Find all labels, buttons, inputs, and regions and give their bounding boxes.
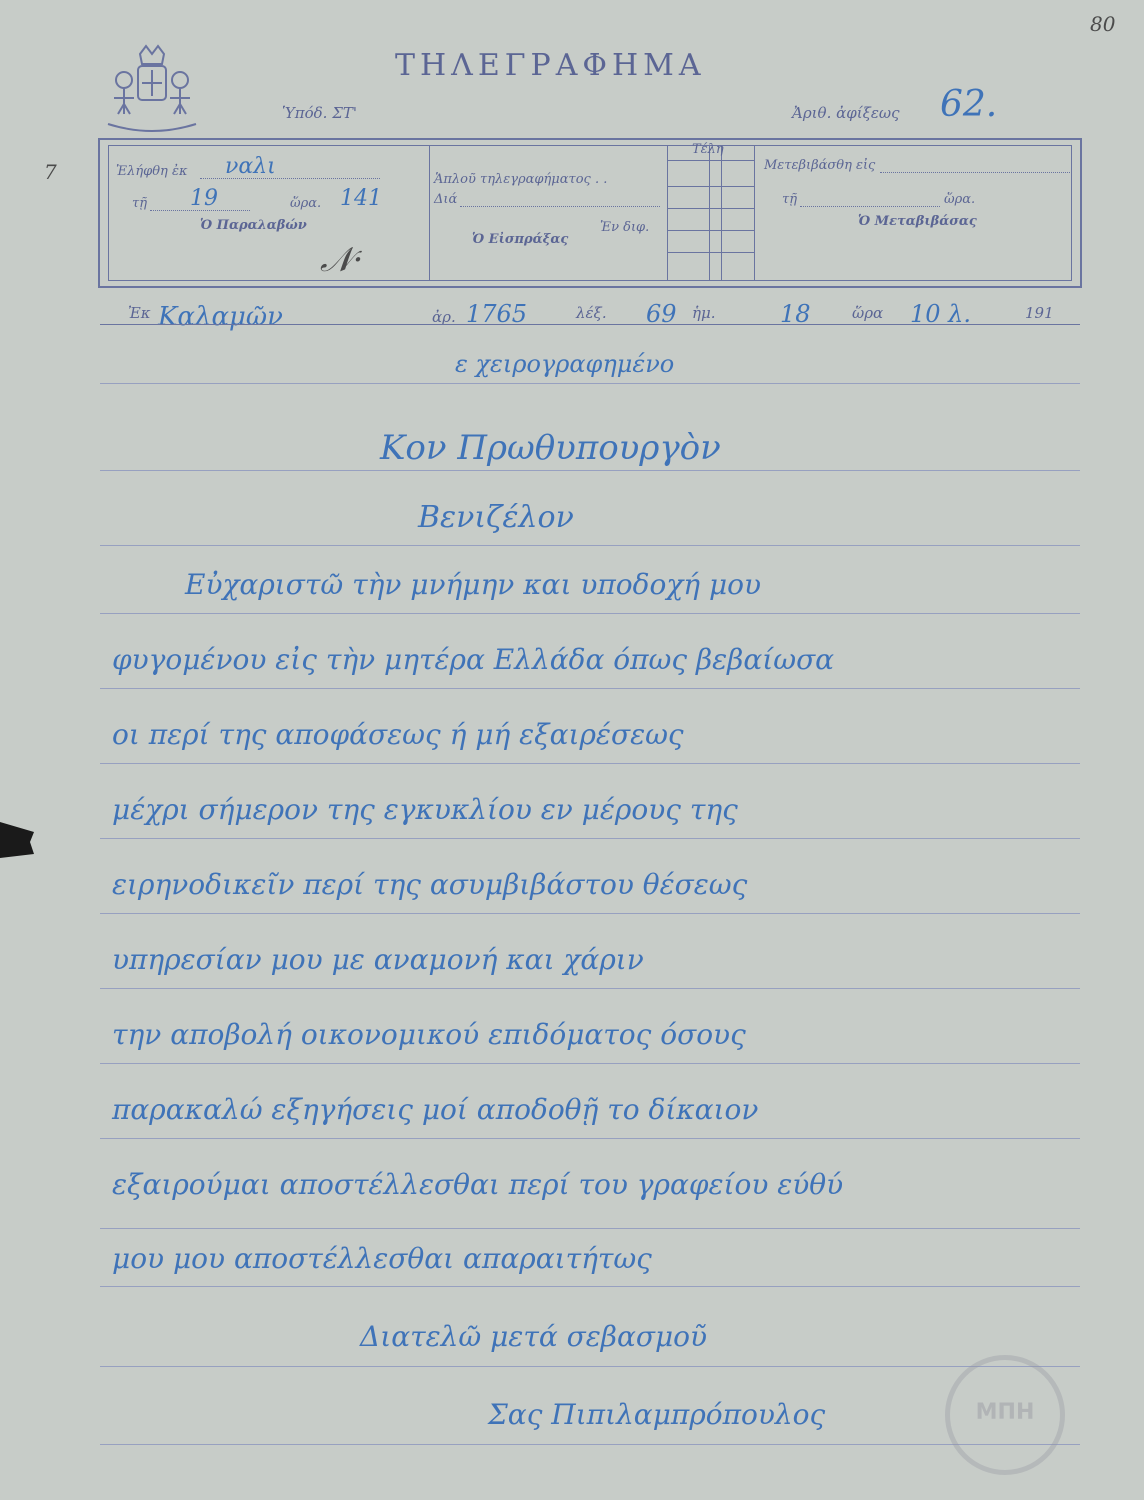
archive-stamp — [945, 1355, 1065, 1475]
origin-day-value: 18 — [780, 300, 811, 328]
handwritten-line-5: φυγομένου εἰς τὴν μητέρα Ελλάδα όπως βεβαίωσα — [112, 643, 835, 676]
binding-tab — [0, 820, 36, 860]
fees-label: Τέλη — [692, 142, 724, 157]
origin-day-label: ἡμ. — [692, 304, 716, 322]
handwritten-line-9: υπηρεσίαν μου με αναμονή και χάριν — [112, 943, 644, 976]
receiver-signature: 𝒩· — [320, 240, 364, 280]
subtitle-label: Ὑπόδ. ΣΤ' — [282, 104, 357, 122]
origin-year: 191 — [1025, 304, 1054, 322]
day-value: 19 — [190, 186, 218, 211]
day2-label: τῇ — [782, 192, 797, 207]
handwritten-line-6: οι περί της αποφάσεως ή μή εξαιρέσεως — [112, 718, 684, 751]
page-number: 80 — [1090, 12, 1116, 36]
handwritten-line-13: μου μου αποστέλλεσθαι απαραιτήτως — [112, 1242, 652, 1275]
arrival-number: 62. — [940, 84, 998, 125]
origin-words-label: λέξ. — [576, 304, 607, 322]
received-from-label: Ἐλήφθη ἐκ — [116, 164, 188, 179]
archive-stamp-text: ΜΠΗ — [975, 1400, 1035, 1425]
arrival-label: Ἀριθ. ἀφίξεως — [792, 104, 900, 122]
handwritten-line-4: Εὐχαριστῶ τὴν μνήμην και υποδοχή μου — [185, 568, 762, 601]
receiver-label: Ὁ Παραλαβών — [200, 218, 307, 233]
transmitted-to-label: Μετεβιβάσθη εἰς — [764, 158, 876, 173]
royal-crest-icon — [102, 40, 202, 136]
closing-line: Διατελῶ μετά σεβασμοῦ — [360, 1320, 708, 1353]
day-label: τῇ — [132, 196, 147, 211]
collector-label: Ὁ Εἰσπράξας — [472, 232, 569, 247]
hour2-label: ὥρα. — [944, 192, 976, 207]
margin-number: 7 — [44, 160, 57, 184]
origin-hour-value: 10 λ. — [910, 300, 972, 328]
transmitter-label: Ὁ Μεταβιβάσας — [858, 214, 977, 229]
handwritten-line-1: ε χειρογραφημένο — [455, 350, 675, 378]
origin-num-label: ἀρ. — [432, 308, 456, 326]
received-from-value: ναλι — [225, 154, 276, 179]
origin-from-label: Ἐκ — [128, 304, 151, 322]
origin-num-value: 1765 — [466, 300, 528, 328]
handwritten-line-12: εξαιρούμαι αποστέλλεσθαι περί του γραφείου εύθύ — [112, 1168, 844, 1201]
handwritten-line-11: παρακαλώ εξηγήσεις μοί αποδοθῇ το δίκαιον — [112, 1093, 759, 1126]
hour-label: ὥρα. — [290, 196, 322, 211]
handwritten-line-8: ειρηνοδικεῖν περί της ασυμβιβάστου θέσεως — [112, 868, 748, 901]
origin-hour-label: ὥρα — [852, 304, 884, 322]
handwritten-line-10: την αποβολή οικονομικού επιδόματος όσους — [112, 1018, 746, 1051]
en-dif-label: Ἐν διφ. — [600, 220, 650, 235]
hour-value: 141 — [340, 186, 382, 211]
origin-words-value: 69 — [646, 300, 677, 328]
handwritten-line-3: Βενιζέλον — [418, 500, 574, 535]
telegram-title: ΤΗΛΕΓΡΑΦΗΜΑ — [395, 48, 706, 83]
origin-from-value: Καλαμῶν — [158, 302, 283, 332]
handwritten-line-2: Κον Πρωθυπουργὸν — [380, 428, 721, 468]
via-label: Διά — [434, 192, 458, 207]
simple-telegram-label: Ἁπλοῦ τηλεγραφήματος . . — [434, 172, 608, 187]
handwritten-line-7: μέχρι σήμερον της εγκυκλίου εν μέρους της — [112, 793, 738, 826]
signature-line: Σας Πιπιλαμπρόπουλος — [488, 1398, 826, 1431]
